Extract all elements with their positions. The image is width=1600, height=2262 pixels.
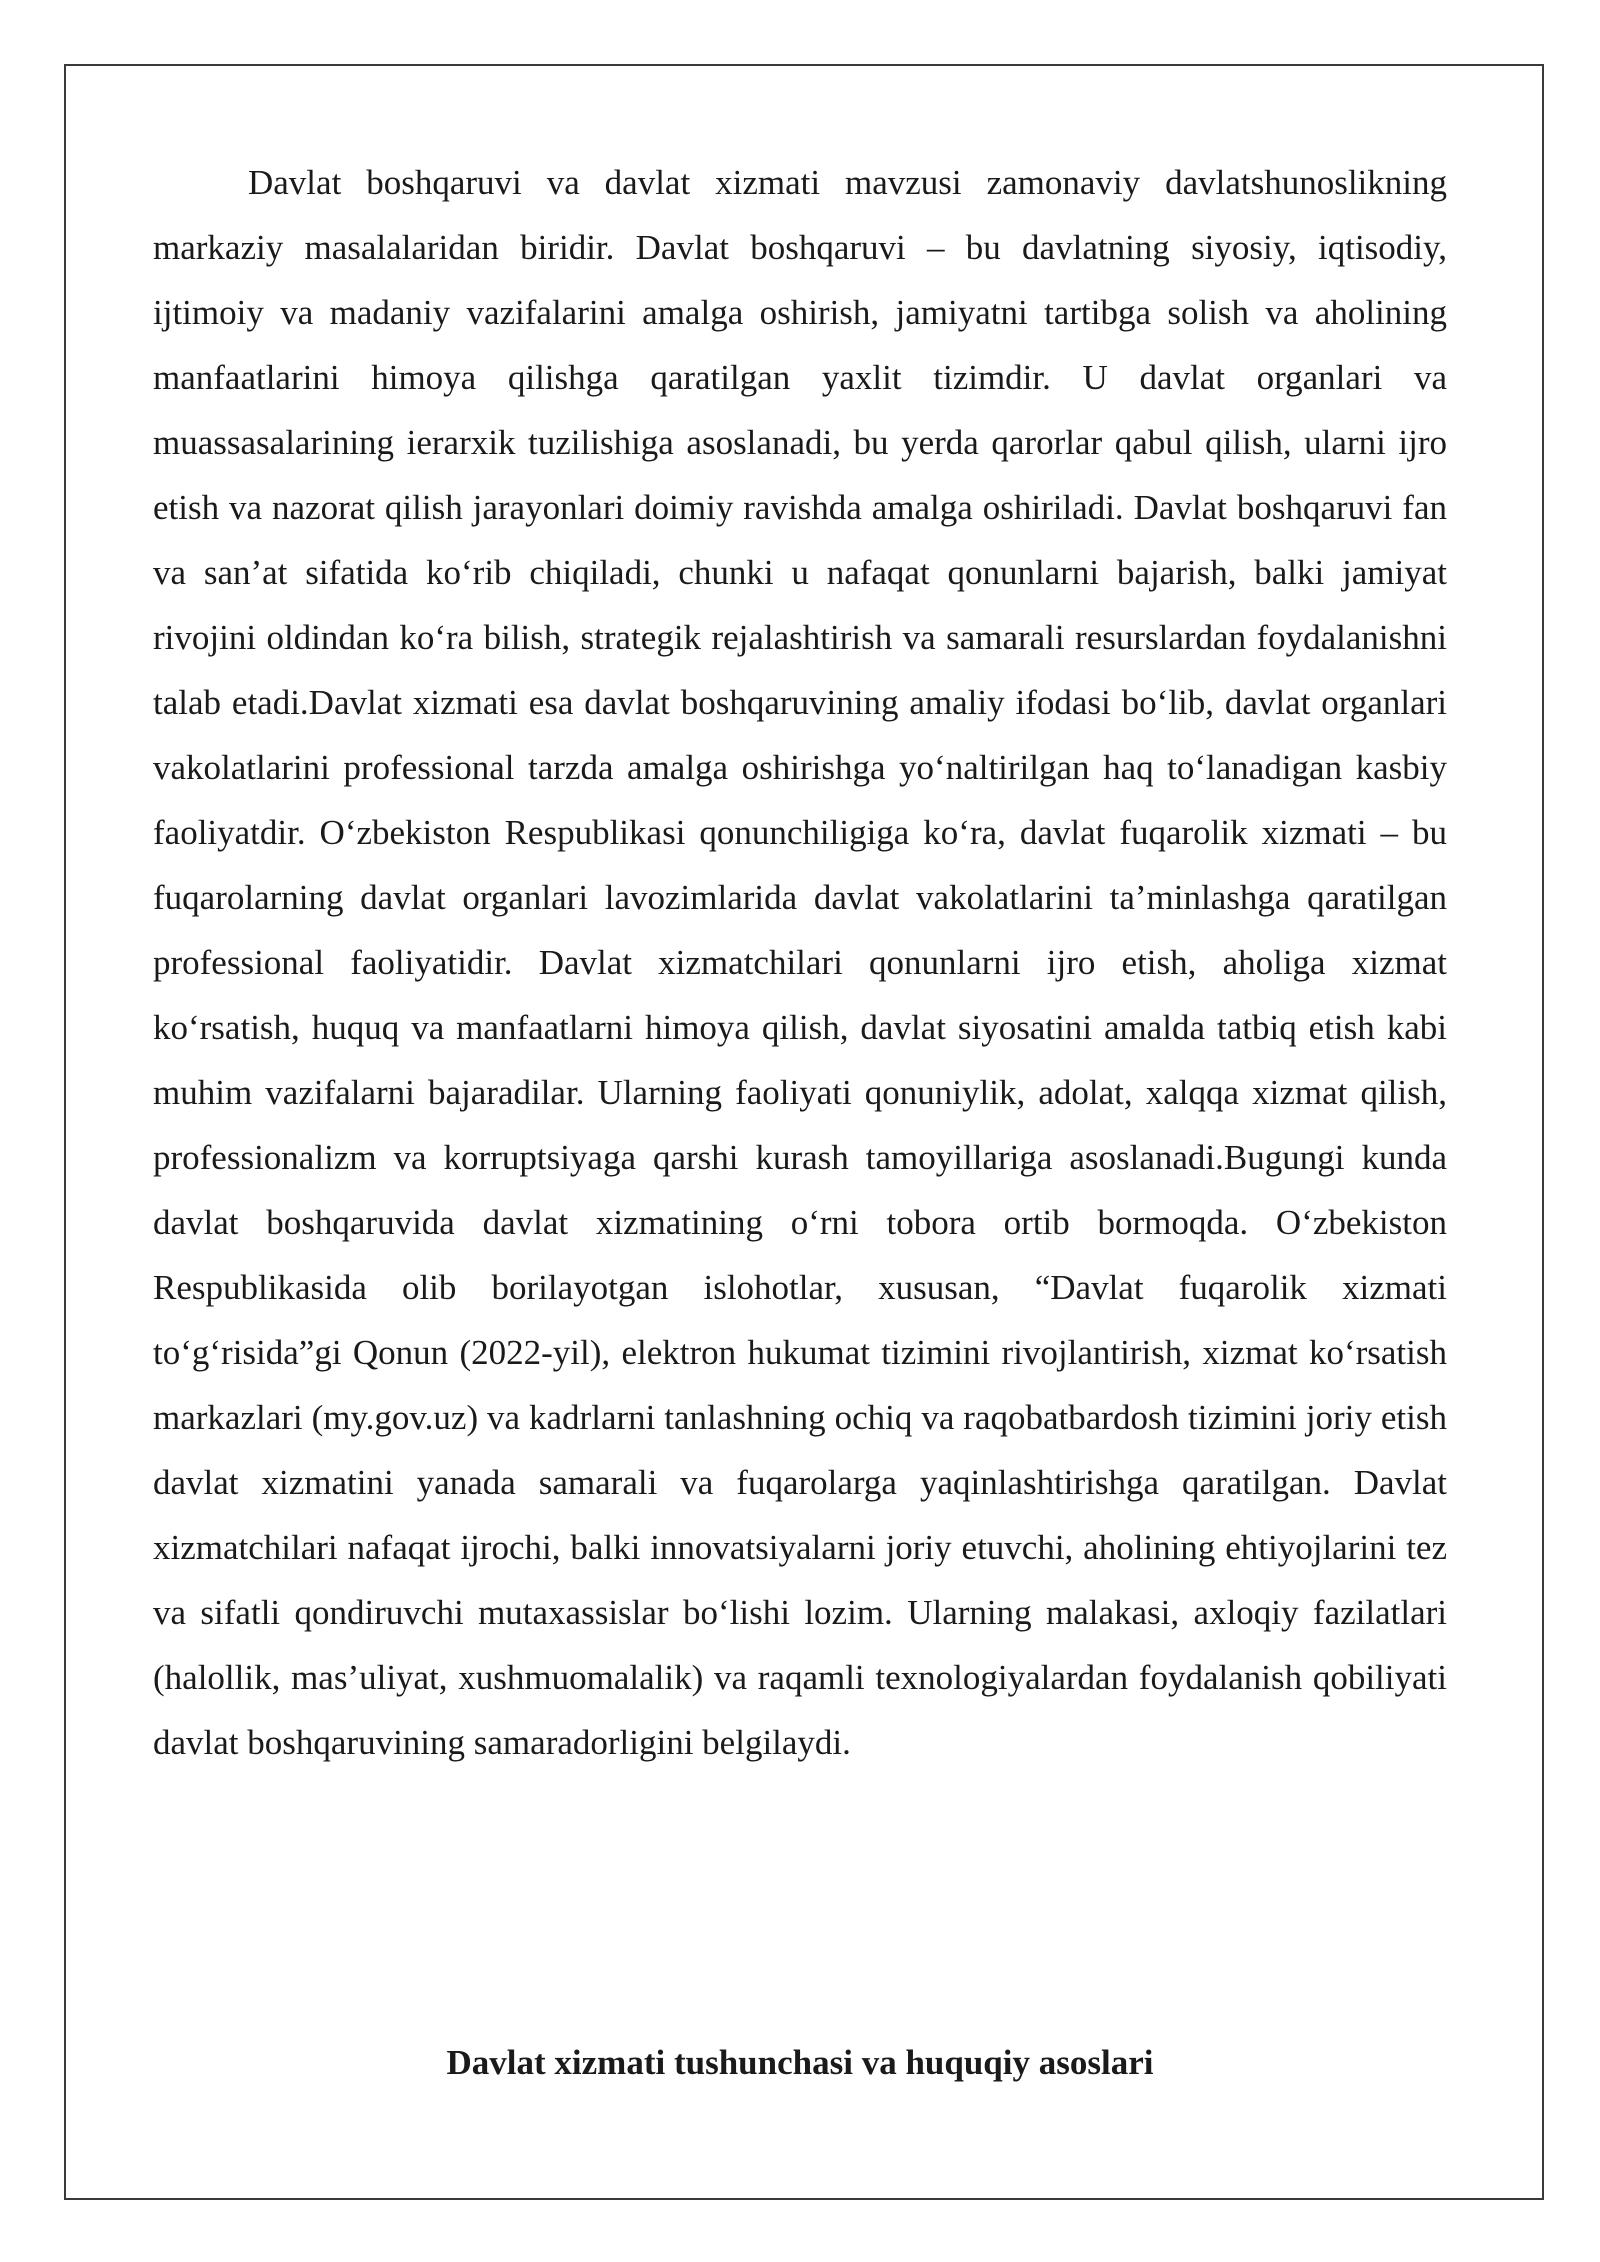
- body-paragraph: Davlat boshqaruvi va davlat xizmati mavzusi zamonaviy davlatshunoslikning markaziy masalalaridan biridir. Davlat boshqaruvi – bu davlatning siyosiy, iqtisodiy, ijtimoiy va madaniy vazifalarini amalga oshirish, jamiyatni tartibga solish va aholining manfaatlarini himoya qilishga qaratilgan yaxlit tizimdir. U davlat organlari va muassasalarining ierarxik tuzilishiga asoslanadi, bu yerda qarorlar qabul qilish, ularni ijro etish va nazorat qilish jarayonlari doimiy ravishda amalga oshiriladi. Davlat boshqaruvi fan va san’at sifatida ko‘rib chiqiladi, chunki u nafaqat qonunlarni bajarish, balki jamiyat rivojini oldindan ko‘ra bilish, strategik rejalashtirish va samarali resurslardan foydalanishni talab etadi.Davlat xizmati esa davlat boshqaruvining amaliy ifodasi bo‘lib, davlat organlari vakolatlarini professional tarzda amalga oshirishga yo‘naltirilgan haq to‘lanadigan kasbiy faoliyatdir. O‘zbekiston Respublikasi qonunchiligiga ko‘ra, davlat fuqarolik xizmati – bu fuqarolarning davlat organlari lavozimlarida davlat vakolatlarini ta’minlashga qaratilgan professional faoliyatidir. Davlat xizmatchilari qonunlarni ijro etish, aholiga xizmat ko‘rsatish, huquq va manfaatlarni himoya qilish, davlat siyosatini amalda tatbiq etish kabi muhim vazifalarni bajaradilar. Ularning faoliyati qonuniylik, adolat, xalqqa xizmat qilish, professionalizm va korruptsiyaga qarshi kurash tamoyillariga asoslanadi.Bugungi kunda davlat boshqaruvida davlat xizmatining o‘rni tobora ortib bormoqda. O‘zbekiston Respublikasida olib borilayotgan islohotlar, xususan, “Davlat fuqarolik xizmati to‘g‘risida”gi Qonun (2022-yil), elektron hukumat tizimini rivojlantirish, xizmat ko‘rsatish markazlari (my.gov.uz) va kadrlarni tanlashning ochiq va raqobatbardosh tizimini joriy etish davlat xizmatini yanada samarali va fuqarolarga yaqinlashtirishga qaratilgan. Davlat xizmatchilari nafaqat ijrochi, balki innovatsiyalarni joriy etuvchi, aholining ehtiyojlarini tez va sifatli qondiruvchi mutaxassislar bo‘lishi lozim. Ularning malakasi, axloqiy fazilatlari (halollik, mas’uliyat, xushmuomalalik) va raqamli texnologiyalardan foydalanish qobiliyati davlat boshqaruvining samaradorligini belgilaydi.: [153, 163, 1447, 1762]
- section-heading: Davlat xizmati tushunchasi va huquqiy asoslari: [446, 2043, 1154, 2082]
